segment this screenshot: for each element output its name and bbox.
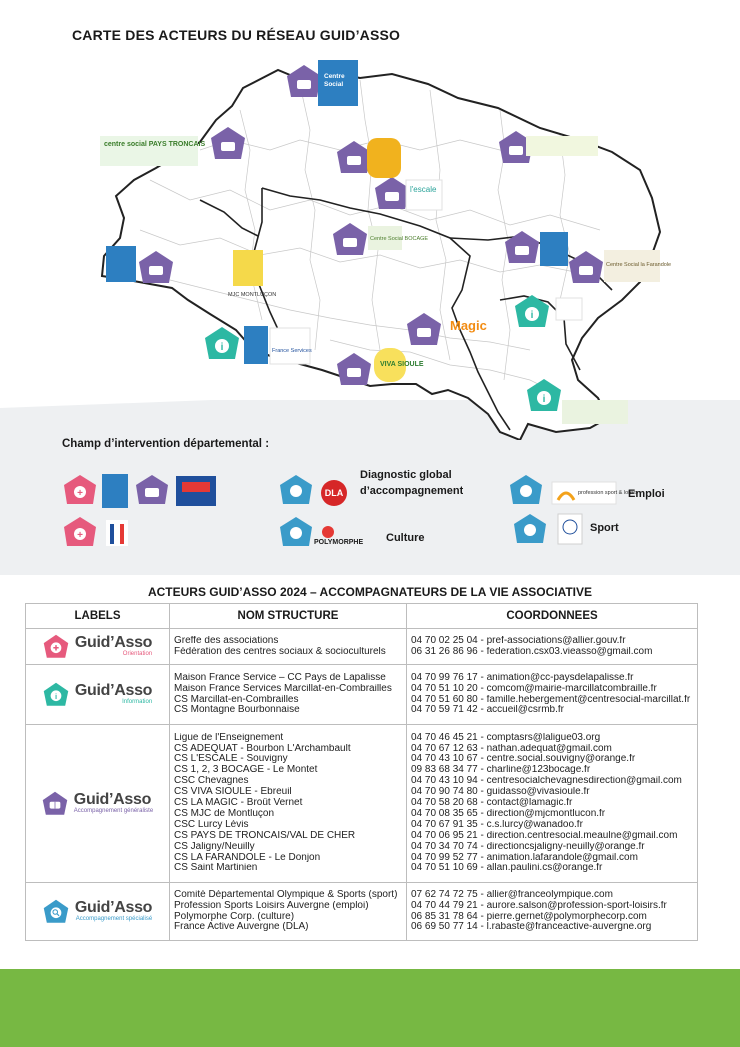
contact: 07 62 74 72 75 - allier@franceolympique.com <box>411 889 613 900</box>
structure-name: Maison France Service – CC Pays de Lapalisse <box>174 672 386 683</box>
legend-title: Champ d’intervention départemental : <box>62 438 270 450</box>
legend-sport: Sport <box>590 522 619 534</box>
label-sub: Accompagnement spécialisé <box>75 916 153 922</box>
svg-text:+: + <box>77 530 83 541</box>
label-sub: Information <box>122 699 153 705</box>
contact: 04 70 08 35 65 - direction@mjcmontlucon.fr <box>411 808 606 819</box>
brand-name: Guid’Asso <box>74 634 153 651</box>
svg-text:+: + <box>77 488 83 499</box>
label-sub: Accompagnement généraliste <box>73 808 154 814</box>
structure-name: Fédération des centres sociaux & socioculturels <box>174 646 386 657</box>
contact: 06 69 50 77 14 - l.rabaste@franceactive-auvergne.org <box>411 922 652 933</box>
actors-table <box>25 603 698 941</box>
header-labels: LABELS <box>26 604 170 629</box>
structure-name: Profession Sports Loisirs Auvergne (emploi) <box>174 900 369 911</box>
svg-text:i: i <box>54 691 57 701</box>
structure-name: CS Marcillat-en-Combrailles <box>174 694 299 705</box>
table-header-row <box>26 604 698 629</box>
contact: 04 70 43 10 67 - centre.social.souvigny@orange.fr <box>411 754 636 765</box>
contact: 04 70 46 45 21 - comptasrs@laligue03.org <box>411 732 601 743</box>
contact: 04 70 51 60 80 - famille.hebergement@centresocial-marcillat.fr <box>411 694 691 705</box>
structure-name: France Active Auvergne (DLA) <box>174 922 309 933</box>
logo-text: Centre <box>324 73 345 80</box>
logo-viva-sioule: VIVA SIOULE <box>380 361 424 368</box>
logo-cdos <box>558 514 582 544</box>
svg-text:i: i <box>220 342 224 353</box>
footer-band <box>0 969 740 1047</box>
contact: 04 70 44 79 21 - aurore.salson@profession-sport-loisirs.fr <box>411 900 667 911</box>
structure-name: CS PAYS DE TRONCAIS/VAL DE CHER <box>174 830 356 841</box>
contact: 09 83 68 34 77 - charline@123bocage.fr <box>411 765 591 776</box>
contact: 04 70 99 52 77 - animation.lafarandole@gmail.com <box>411 852 638 863</box>
brand-name: Guid’Asso <box>74 899 153 916</box>
contact: 04 70 90 74 80 - guidasso@vivasioule.fr <box>411 787 590 798</box>
book-icon <box>145 488 159 497</box>
legend-dla <box>360 467 463 499</box>
contact: 06 85 31 78 64 - pierre.gernet@polymorphecorp.com <box>411 911 647 922</box>
contact: 04 70 67 12 63 - nathan.adequat@gmail.com <box>411 743 612 754</box>
structure-name: CSC Chevagnes <box>174 776 249 787</box>
structure-name: CS 1, 2, 3 BOCAGE - Le Montet <box>174 765 318 776</box>
brand-name: Guid’Asso <box>74 682 153 699</box>
structure-name: CSC Lurcy Lévis <box>174 819 249 830</box>
contact: 04 70 58 20 68 - contact@lamagic.fr <box>411 798 573 809</box>
contact: 04 70 59 71 42 - accueil@csrmb.fr <box>411 705 565 716</box>
svg-text:Social: Social <box>324 81 344 88</box>
logo-farandole: Centre Social la Farandole <box>606 262 672 268</box>
information-icon <box>43 682 69 708</box>
contact: 04 70 06 95 21 - direction.centresocial.meaulne@gmail.com <box>411 830 678 841</box>
label-sub: Orientation <box>122 651 153 657</box>
table-title: ACTEURS GUID’ASSO 2024 – ACCOMPAGNATEURS DE LA VIE ASSOCIATIVE <box>147 585 593 599</box>
table-row <box>26 665 698 725</box>
contact: 04 70 51 10 20 - comcom@mairie-marcillatcombraille.fr <box>411 683 657 694</box>
logo-prefecture <box>106 520 128 546</box>
logo-bocage: Centre Social BOCAGE <box>370 236 429 242</box>
structure-name: Maison France Services Marcillat-en-Combrailles <box>174 683 392 694</box>
contact: 06 31 26 86 96 - federation.csx03.vieasso@gmail.com <box>411 646 653 657</box>
structure-name: CS VIVA SIOULE - Ebreuil <box>174 787 292 798</box>
svg-text:profession sport & loisirs: profession sport & loisirs <box>578 490 638 496</box>
legend-dla-line2: d’accompagnement <box>360 485 464 497</box>
logo-france-services: France Services <box>272 348 312 354</box>
brand-name: Guid’Asso <box>73 791 152 808</box>
header-coordonnees: COORDONNEES <box>407 604 698 629</box>
table-row <box>26 883 698 941</box>
contact: 04 70 51 10 69 - allan.paulini.cs@orange.fr <box>411 863 603 874</box>
table-row <box>26 629 698 665</box>
structure-name: CS MJC de Montluçon <box>174 808 275 819</box>
legend-dla-line1: Diagnostic global <box>360 469 452 481</box>
structure-name: CS LA FARANDOLE - Le Donjon <box>174 852 321 863</box>
header-nom: NOM STRUCTURE <box>170 604 407 629</box>
legend-culture: Culture <box>386 532 425 544</box>
logo-escale: l'escale <box>410 185 437 194</box>
search-icon <box>43 899 69 925</box>
logo-centres-sociaux <box>102 474 128 508</box>
label-orientation <box>26 634 169 660</box>
logo-polymorphe: POLYMORPHE <box>314 539 364 546</box>
structure-name: CS LA MAGIC - Broût Vernet <box>174 798 303 809</box>
structure-name: CS Saint Martinien <box>174 863 258 874</box>
orientation-icon <box>43 634 69 660</box>
label-accompagnement-specialise <box>26 899 169 925</box>
svg-text:i: i <box>530 310 534 321</box>
label-accompagnement-generaliste <box>26 791 169 817</box>
structure-name: Greffe des associations <box>174 635 279 646</box>
structure-name: Polymorphe Corp. (culture) <box>174 911 295 922</box>
contact: 04 70 67 91 35 - c.s.lurcy@wanadoo.fr <box>411 819 583 830</box>
logo-magic: Magic <box>450 318 487 333</box>
department-map <box>0 0 740 440</box>
table-row <box>26 725 698 883</box>
logo-pays-troncais: centre social PAYS TRONCAIS <box>104 141 206 148</box>
svg-text:i: i <box>542 394 546 405</box>
structure-name: Comité Départemental Olympique & Sports (sport) <box>174 889 398 900</box>
structure-name: CS Jaligny/Neuilly <box>174 841 255 852</box>
structure-name: CS Montagne Bourbonnaise <box>174 705 300 716</box>
book-icon <box>221 142 235 151</box>
legend-emploi: Emploi <box>628 488 665 500</box>
structure-name: CS L'ESCALE - Souvigny <box>174 754 288 765</box>
contact: 04 70 02 25 04 - pref-associations@allier.gouv.fr <box>411 635 626 646</box>
label-information <box>26 682 169 708</box>
contact: 04 70 43 10 94 - centresocialchevagnesdirection@gmail.com <box>411 776 682 787</box>
book-icon <box>42 791 68 817</box>
svg-text:DLA: DLA <box>324 488 344 498</box>
structure-name: CS ADEQUAT - Bourbon L'Archambault <box>174 743 351 754</box>
page-title: CARTE DES ACTEURS DU RÉSEAU GUID’ASSO <box>72 27 401 43</box>
structure-name: Ligue de l'Enseignement <box>174 732 284 743</box>
contact: 04 70 99 76 17 - animation@cc-paysdelapalisse.fr <box>411 672 634 683</box>
contact: 04 70 34 70 74 - directioncsjaligny-neuilly@orange.fr <box>411 841 645 852</box>
logo-mjc-montlucon: MJC MONTLUÇON <box>228 292 277 298</box>
